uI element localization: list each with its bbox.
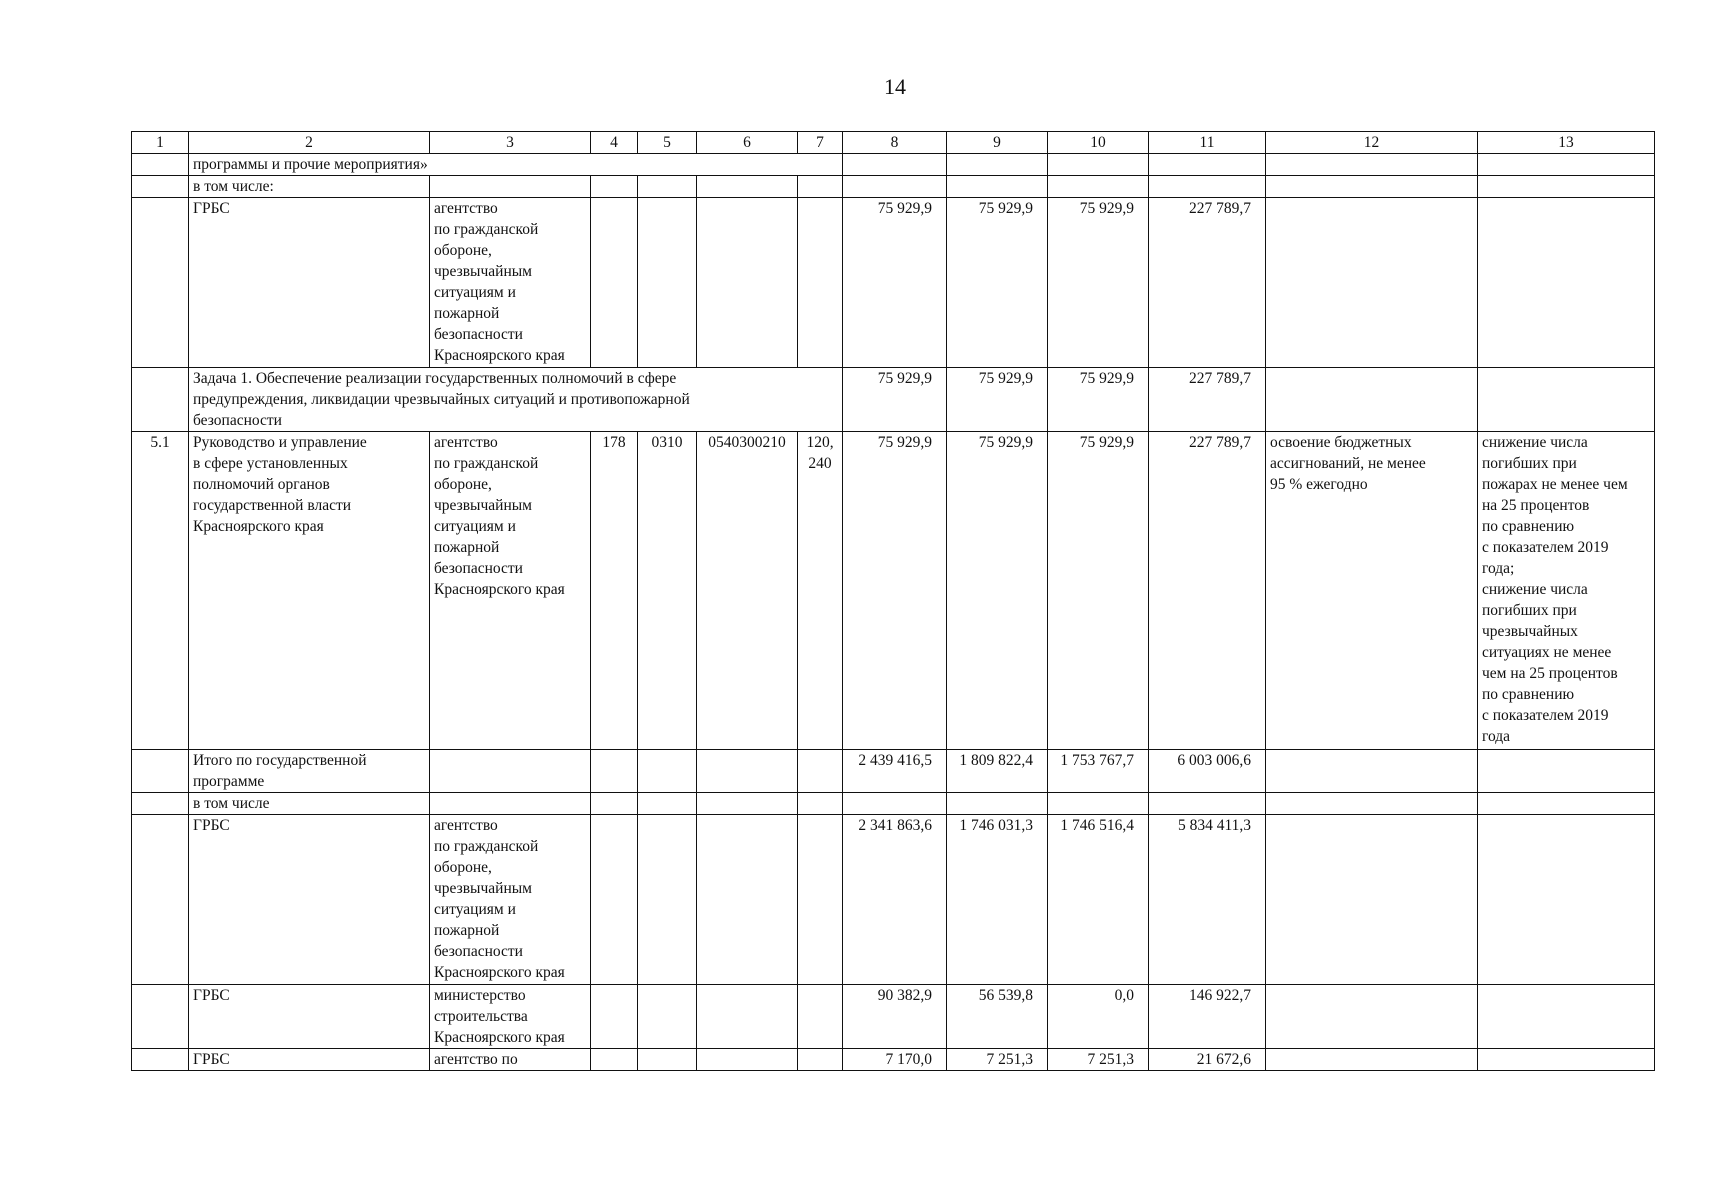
- col-header-11: 11: [1149, 132, 1266, 154]
- col-header-10: 10: [1048, 132, 1149, 154]
- indicator-cell: снижение числа погибших при пожарах не менее чем на 25 процентов по сравнению с показателем 2019 года; снижение числа погибших при чрезвычайных ситуациях не менее чем на 25 процентов по сравнению с показателем 2019 года: [1478, 432, 1655, 750]
- total-value: 6 003 006,6: [1149, 750, 1266, 793]
- grbs-label: ГРБС: [189, 1049, 430, 1071]
- table-row: [132, 154, 1655, 176]
- value-cell: 5 834 411,3: [1149, 815, 1266, 985]
- grbs-label: ГРБС: [189, 815, 430, 985]
- value-cell: 75 929,9: [1048, 198, 1149, 368]
- table-row: [132, 793, 1655, 815]
- including-label: в том числе:: [189, 176, 430, 198]
- table-row: [132, 1049, 1655, 1071]
- value-cell: 90 382,9: [843, 985, 947, 1049]
- value-cell: 1 746 031,3: [947, 815, 1048, 985]
- value-cell: 21 672,6: [1149, 1049, 1266, 1071]
- program-table: [131, 131, 1655, 1071]
- value-cell: 75 929,9: [947, 368, 1048, 432]
- col-header-9: 9: [947, 132, 1048, 154]
- table-row: [132, 432, 1655, 750]
- col-header-2: 2: [189, 132, 430, 154]
- value-cell: 75 929,9: [843, 368, 947, 432]
- total-value: 1 809 822,4: [947, 750, 1048, 793]
- col-header-12: 12: [1266, 132, 1478, 154]
- value-cell: 75 929,9: [1048, 432, 1149, 750]
- table-row: [132, 815, 1655, 985]
- value-cell: 56 539,8: [947, 985, 1048, 1049]
- value-cell: 75 929,9: [947, 432, 1048, 750]
- executor-cell: агентство по гражданской обороне, чрезвычайным ситуациям и пожарной безопасности Красноярского края: [430, 432, 591, 750]
- total-value: 2 439 416,5: [843, 750, 947, 793]
- code-cell: 120, 240: [798, 432, 843, 750]
- including-label: в том числе: [189, 793, 430, 815]
- table-row: [132, 368, 1655, 432]
- total-label: Итого по государственной программе: [189, 750, 430, 793]
- table-row: [132, 750, 1655, 793]
- table-row: [132, 985, 1655, 1049]
- col-header-13: 13: [1478, 132, 1655, 154]
- page-number: 14: [884, 74, 906, 99]
- col-header-6: 6: [697, 132, 798, 154]
- grbs-label: ГРБС: [189, 985, 430, 1049]
- col-header-1: 1: [132, 132, 189, 154]
- col-header-7: 7: [798, 132, 843, 154]
- col-header-5: 5: [638, 132, 697, 154]
- col-header-4: 4: [591, 132, 638, 154]
- value-cell: 227 789,7: [1149, 432, 1266, 750]
- activity-name: Руководство и управление в сфере установленных полномочий органов государственной власти Красноярского края: [189, 432, 430, 750]
- value-cell: 2 341 863,6: [843, 815, 947, 985]
- value-cell: 75 929,9: [843, 432, 947, 750]
- item-number: 5.1: [132, 432, 189, 750]
- value-cell: 75 929,9: [843, 198, 947, 368]
- value-cell: 7 170,0: [843, 1049, 947, 1071]
- table-row: [132, 176, 1655, 198]
- code-cell: 0540300210: [697, 432, 798, 750]
- code-cell: 178: [591, 432, 638, 750]
- expected-result: освоение бюджетных ассигнований, не менее 95 % ежегодно: [1266, 432, 1478, 750]
- total-value: 1 753 767,7: [1048, 750, 1149, 793]
- continuation-title: программы и прочие мероприятия»: [189, 154, 843, 176]
- grbs-label: ГРБС: [189, 198, 430, 368]
- code-cell: 0310: [638, 432, 697, 750]
- column-number-row: [132, 132, 1655, 154]
- executor-cell: агентство по гражданской обороне, чрезвычайным ситуациям и пожарной безопасности Красноярского края: [430, 198, 591, 368]
- executor-cell: министерство строительства Красноярского края: [430, 985, 591, 1049]
- value-cell: 227 789,7: [1149, 198, 1266, 368]
- value-cell: 7 251,3: [1048, 1049, 1149, 1071]
- value-cell: 227 789,7: [1149, 368, 1266, 432]
- value-cell: 75 929,9: [947, 198, 1048, 368]
- value-cell: 7 251,3: [947, 1049, 1048, 1071]
- table-row: [132, 198, 1655, 368]
- executor-cell: агентство по гражданской обороне, чрезвычайным ситуациям и пожарной безопасности Красноярского края: [430, 815, 591, 985]
- value-cell: 146 922,7: [1149, 985, 1266, 1049]
- value-cell: 0,0: [1048, 985, 1149, 1049]
- task-description: Задача 1. Обеспечение реализации государственных полномочий в сфере предупреждения, ликвидации чрезвычайных ситуаций и противопожарной безопасности: [189, 368, 843, 432]
- col-header-3: 3: [430, 132, 591, 154]
- value-cell: 1 746 516,4: [1048, 815, 1149, 985]
- col-header-8: 8: [843, 132, 947, 154]
- value-cell: 75 929,9: [1048, 368, 1149, 432]
- executor-cell: агентство по: [430, 1049, 591, 1071]
